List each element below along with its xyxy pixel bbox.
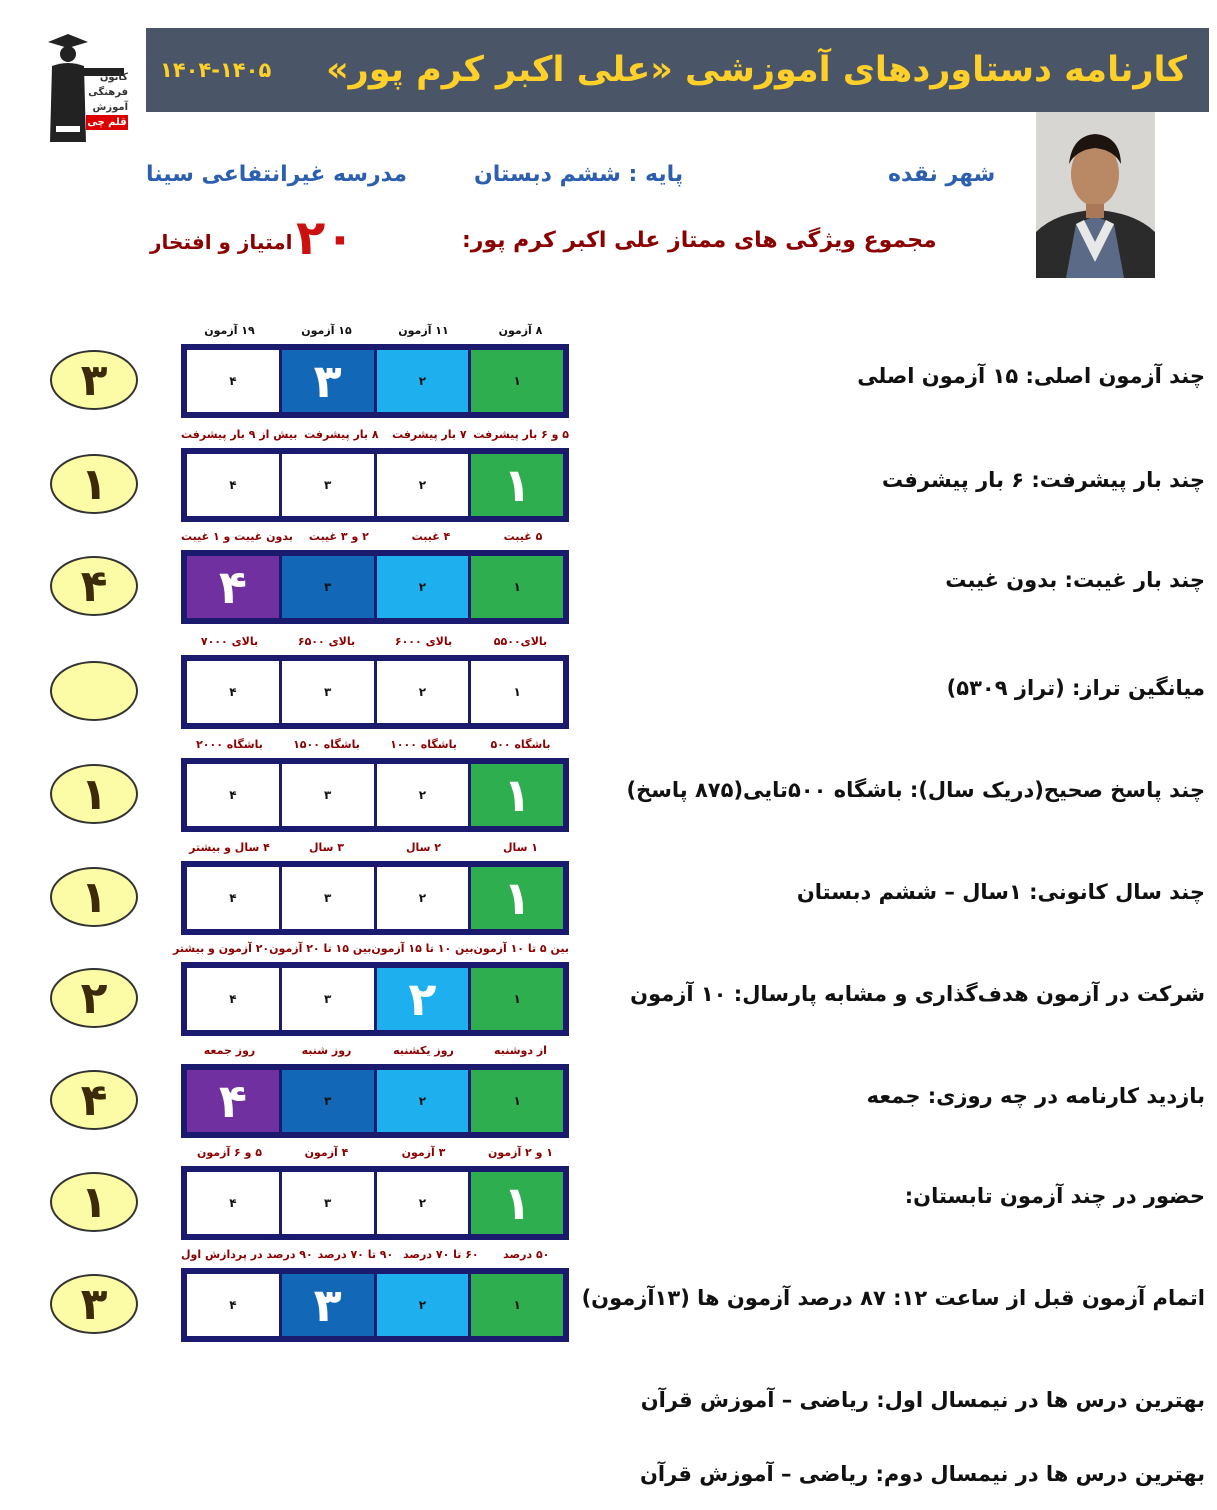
- level-cell: ۲: [377, 1172, 469, 1234]
- level-cell: ۴: [187, 764, 279, 826]
- row-label: چند بار غیبت: بدون غیبت: [945, 568, 1205, 592]
- row-headers: [181, 1144, 569, 1162]
- level-cell: ۴: [187, 1172, 279, 1234]
- student-photo: [1036, 112, 1155, 278]
- column-header: بالای۵۵۰۰: [493, 635, 548, 648]
- level-cell: ۴: [187, 556, 279, 618]
- level-cell: ۳: [282, 556, 374, 618]
- column-header: ۶۰ تا ۷۰ درصد: [403, 1248, 479, 1261]
- student-city: شهر نقده: [888, 162, 996, 187]
- row-label: چند بار پیشرفت: ۶ بار پیشرفت: [881, 468, 1205, 492]
- column-header: ۵ غیبت: [503, 530, 543, 543]
- column-header: بیش از ۹ بار پیشرفت: [181, 428, 298, 441]
- column-header: بالای ۶۵۰۰: [297, 635, 356, 648]
- level-cell: ۴: [187, 1070, 279, 1132]
- row-label: اتمام آزمون قبل از ساعت ۱۲: ۸۷ درصد آزمون ها (۱۳آزمون): [581, 1286, 1205, 1310]
- logo-line: فرهنگی: [88, 87, 128, 98]
- column-header: ۴ غیبت: [411, 530, 451, 543]
- row-headers: [181, 528, 569, 546]
- level-cell: ۲: [377, 968, 469, 1030]
- level-cell: ۱: [471, 1274, 563, 1336]
- row-score-circle: ۳: [50, 1274, 138, 1334]
- level-cell: ۱: [471, 1070, 563, 1132]
- row-headers: [181, 1042, 569, 1060]
- student-school: مدرسه غیرانتفاعی سینا: [146, 162, 408, 187]
- column-header: باشگاه ۵۰۰: [490, 738, 551, 751]
- level-grid: [181, 1268, 569, 1342]
- column-header: روز جمعه: [203, 1044, 256, 1057]
- row-score-circle: ۴: [50, 1070, 138, 1130]
- row-score-circle: ۴: [50, 556, 138, 616]
- row-headers: [173, 940, 569, 958]
- row-label: بازدید کارنامه در چه روزی: جمعه: [866, 1084, 1205, 1108]
- level-cell: ۴: [187, 454, 279, 516]
- column-header: ۱۵ آزمون: [301, 324, 352, 337]
- column-header: ۳ سال: [308, 841, 345, 854]
- level-cell: ۲: [377, 764, 469, 826]
- column-header: روز شنبه: [301, 1044, 352, 1057]
- level-cell: ۳: [282, 968, 374, 1030]
- column-header: بین ۵ تا ۱۰ آزمون: [473, 942, 569, 955]
- level-cell: ۳: [282, 350, 374, 412]
- column-header: ۵ و ۶ بار پیشرفت: [473, 428, 569, 441]
- column-header: ۹۰ درصد در پردازش اول: [180, 1248, 313, 1261]
- level-cell: ۱: [471, 661, 563, 723]
- level-grid: [181, 344, 569, 418]
- level-cell: ۱: [471, 1172, 563, 1234]
- column-header: باشگاه ۱۵۰۰: [293, 738, 360, 751]
- student-grade: پایه : ششم دبستان: [474, 162, 684, 187]
- level-cell: ۲: [377, 454, 469, 516]
- column-header: ۸ آزمون: [498, 324, 543, 337]
- level-cell: ۳: [282, 867, 374, 929]
- level-cell: ۴: [187, 350, 279, 412]
- row-label: حضور در چند آزمون تابستان:: [904, 1184, 1205, 1208]
- column-header: ۱۱ آزمون: [398, 324, 449, 337]
- level-grid: [181, 655, 569, 729]
- row-score-circle: ۱: [50, 867, 138, 927]
- column-header: باشگاه ۲۰۰۰: [196, 738, 263, 751]
- row-score-circle: [50, 661, 138, 721]
- column-header: ۳ آزمون: [401, 1146, 446, 1159]
- row-headers: [181, 426, 569, 444]
- page-title: کارنامه دستاوردهای آموزشی «علی اکبر کرم پور»: [326, 50, 1187, 90]
- column-header: ۲ و ۳ غیبت: [308, 530, 369, 543]
- column-header: باشگاه ۱۰۰۰: [390, 738, 457, 751]
- level-grid: [181, 550, 569, 624]
- level-cell: ۴: [187, 661, 279, 723]
- header-bar: [146, 28, 1209, 112]
- row-label: چند آزمون اصلی: ۱۵ آزمون اصلی: [857, 364, 1205, 388]
- row-label: شرکت در آزمون هدف‌گذاری و مشابه پارسال: ۱۰ آزمون: [630, 982, 1205, 1006]
- header-years: ۱۴۰۴-۱۴۰۵: [160, 58, 272, 82]
- student-portrait-icon: [1036, 112, 1155, 278]
- level-cell: ۳: [282, 764, 374, 826]
- level-cell: ۲: [377, 556, 469, 618]
- row-headers: [181, 736, 569, 754]
- column-header: ۴ سال و بیشتر: [189, 841, 270, 854]
- row-score-circle: ۱: [50, 454, 138, 514]
- level-grid: [181, 758, 569, 832]
- best-subjects-second: بهترین درس ها در نیمسال دوم: ریاضی – آموزش قرآن: [639, 1462, 1205, 1486]
- column-header: ۷ بار پیشرفت: [392, 428, 467, 441]
- features-label: مجموع ویژگی های ممتاز علی اکبر کرم پور:: [462, 228, 937, 253]
- column-header: ۱ و ۲ آزمون: [488, 1146, 553, 1159]
- level-grid: [181, 448, 569, 522]
- logo-line: کانون: [99, 72, 128, 83]
- level-cell: ۴: [187, 1274, 279, 1336]
- level-cell: ۱: [471, 968, 563, 1030]
- level-cell: ۴: [187, 968, 279, 1030]
- level-cell: ۳: [282, 661, 374, 723]
- level-cell: ۴: [187, 867, 279, 929]
- logo-line: قلم چی: [87, 117, 127, 128]
- row-label: چند سال کانونی: ۱سال – ششم دبستان: [796, 880, 1205, 904]
- row-score-circle: ۲: [50, 968, 138, 1028]
- level-grid: [181, 1064, 569, 1138]
- level-cell: ۱: [471, 454, 563, 516]
- kanoon-logo: [42, 30, 126, 144]
- column-header: از دوشنبه: [494, 1044, 547, 1057]
- score-suffix: امتیاز و افتخار: [150, 230, 293, 254]
- column-header: ۵ و ۶ آزمون: [197, 1146, 262, 1159]
- column-header: بدون غیبت و ۱ غیبت: [180, 530, 293, 543]
- row-score-circle: ۱: [50, 1172, 138, 1232]
- column-header: ۸ بار پیشرفت: [304, 428, 379, 441]
- row-label: چند پاسخ صحیح(دریک سال): باشگاه ۵۰۰تایی(۸۷۵ پاسخ): [626, 778, 1205, 802]
- row-headers: [181, 633, 569, 651]
- level-grid: [181, 861, 569, 935]
- total-score: ۲۰: [296, 210, 355, 266]
- row-score-circle: ۳: [50, 350, 138, 410]
- row-label: میانگین تراز: (تراز ۵۳۰۹): [946, 676, 1205, 700]
- level-grid: [181, 1166, 569, 1240]
- level-cell: ۳: [282, 454, 374, 516]
- level-cell: ۲: [377, 661, 469, 723]
- column-header: بالای ۷۰۰۰: [200, 635, 259, 648]
- column-header: ۱۹ آزمون: [204, 324, 255, 337]
- column-header: ۴ آزمون: [304, 1146, 349, 1159]
- level-cell: ۳: [282, 1274, 374, 1336]
- level-cell: ۲: [377, 350, 469, 412]
- level-cell: ۳: [282, 1172, 374, 1234]
- column-header: ۲ سال: [405, 841, 442, 854]
- level-cell: ۱: [471, 764, 563, 826]
- level-cell: ۲: [377, 1070, 469, 1132]
- level-cell: ۲: [377, 867, 469, 929]
- column-header: روز یکشنبه: [393, 1044, 454, 1057]
- column-header: بالای ۶۰۰۰: [394, 635, 453, 648]
- column-header: بین ۱۰ تا ۱۵ آزمون: [371, 942, 474, 955]
- column-header: ۲۰ آزمون و بیشتر: [173, 942, 270, 955]
- level-cell: ۱: [471, 867, 563, 929]
- level-cell: ۲: [377, 1274, 469, 1336]
- row-score-circle: ۱: [50, 764, 138, 824]
- level-cell: ۱: [471, 556, 563, 618]
- row-headers: [181, 839, 569, 857]
- column-header: بین ۱۵ تا ۲۰ آزمون: [269, 942, 372, 955]
- row-headers: [181, 322, 569, 340]
- column-header: ۱ سال: [502, 841, 539, 854]
- level-cell: ۳: [282, 1070, 374, 1132]
- best-subjects-first: بهترین درس ها در نیمسال اول: ریاضی – آموزش قرآن: [640, 1388, 1205, 1412]
- logo-line: آموزش: [92, 102, 128, 113]
- column-header: ۵۰ درصد: [503, 1248, 550, 1261]
- row-headers: [181, 1246, 569, 1264]
- level-grid: [181, 962, 569, 1036]
- level-cell: ۱: [471, 350, 563, 412]
- column-header: ۹۰ تا ۷۰ درصد: [317, 1248, 394, 1261]
